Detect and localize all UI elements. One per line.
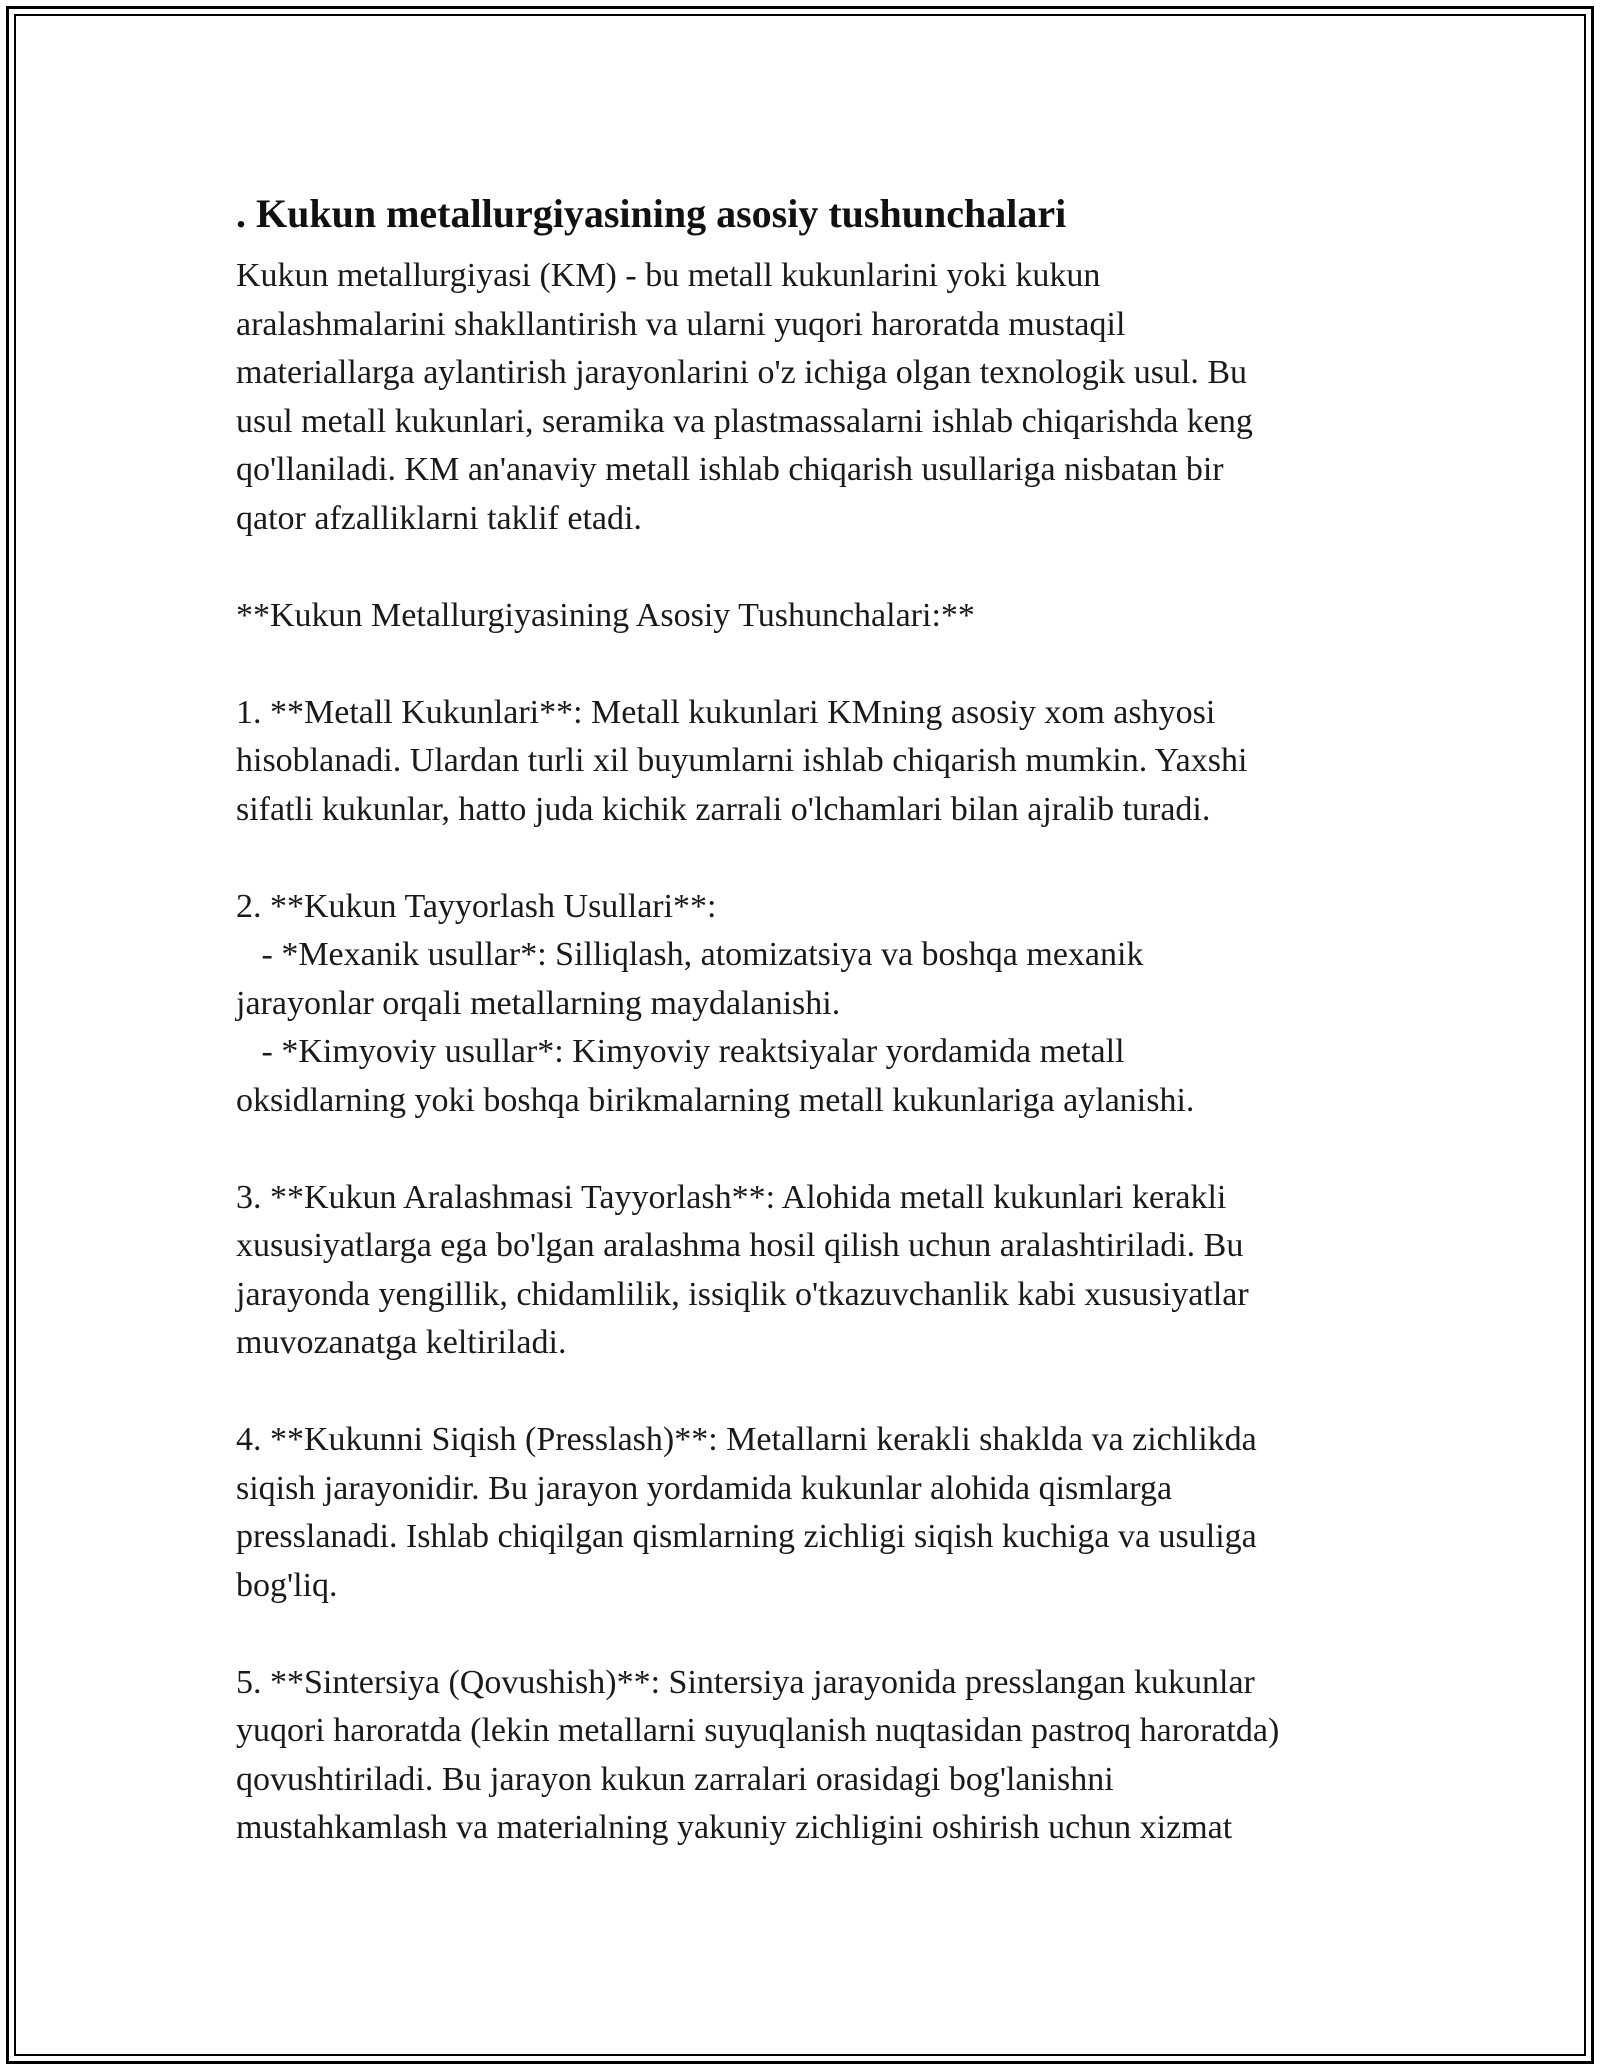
paragraph-intro: Kukun metallurgiyasi (KM) - bu metall kukunlarini yoki kukun aralashmalarini shakllantirish va ularni yuqori haroratda mustaqil materiallarga aylantirish jarayonlarini o'z ichiga olgan texnologik usul. Bu usul metall kukunlari, seramika va plastmassalarni ishlab chiqarishda keng qo'llaniladi. KM an'anaviy metall ishlab chiqarish usullariga nisbatan bir qator afzalliklarni taklif etadi.	[236, 257, 1253, 537]
document-title: . Kukun metallurgiyasining asosiy tushunchalari	[236, 191, 1067, 236]
document-page	[236, 186, 1386, 1901]
list-item-kukunni-siqish: 4. **Kukunni Siqish (Presslash)**: Metallarni kerakli shaklda va zichlikda siqish jarayonidir. Bu jarayon yordamida kukunlar alohida qismlarga presslanadi. Ishlab chiqilgan qismlarning zichligi siqish kuchiga va usuliga bog'liq.	[236, 1421, 1257, 1604]
paragraph-section-heading: **Kukun Metallurgiyasining Asosiy Tushunchalari:**	[236, 596, 975, 634]
list-item-metall-kukunlari: 1. **Metall Kukunlari**: Metall kukunlari KMning asosiy xom ashyosi hisoblanadi. Ulardan turli xil buyumlarni ishlab chiqarish mumkin. Yaxshi sifatli kukunlar, hatto juda kichik zarrali o'lchamlari bilan ajralib turadi.	[236, 693, 1248, 828]
list-item-sintersiya: 5. **Sintersiya (Qovushish)**: Sintersiya jarayonida presslangan kukunlar yuqori haroratda (lekin metallarni suyuqlanish nuqtasidan pastroq haroratda) qovushtiriladi. Bu jarayon kukun zarralari orasidagi bog'lanishni mustahkamlash va materialning yakuniy zichligini oshirish uchun xizmat	[236, 1663, 1280, 1846]
list-item-kukun-aralashmasi: 3. **Kukun Aralashmasi Tayyorlash**: Alohida metall kukunlari kerakli xususiyatlarga ega bo'lgan aralashma hosil qilish uchun aralashtiriladi. Bu jarayonda yengillik, chidamlilik, issiqlik o'tkazuvchanlik kabi xususiyatlar muvozanatga keltiriladi.	[236, 1178, 1249, 1361]
list-item-kukun-tayyorlash-usullari: 2. **Kukun Tayyorlash Usullari**: - *Mexanik usullar*: Silliqlash, atomizatsiya va boshqa mexanik jarayonlar orqali metallarning maydalanishi. - *Kimyoviy usullar*: Kimyoviy reaktsiyalar yordamida metall oksidlarning yoki boshqa birikmalarning metall kukunlariga aylanishi.	[236, 887, 1195, 1119]
